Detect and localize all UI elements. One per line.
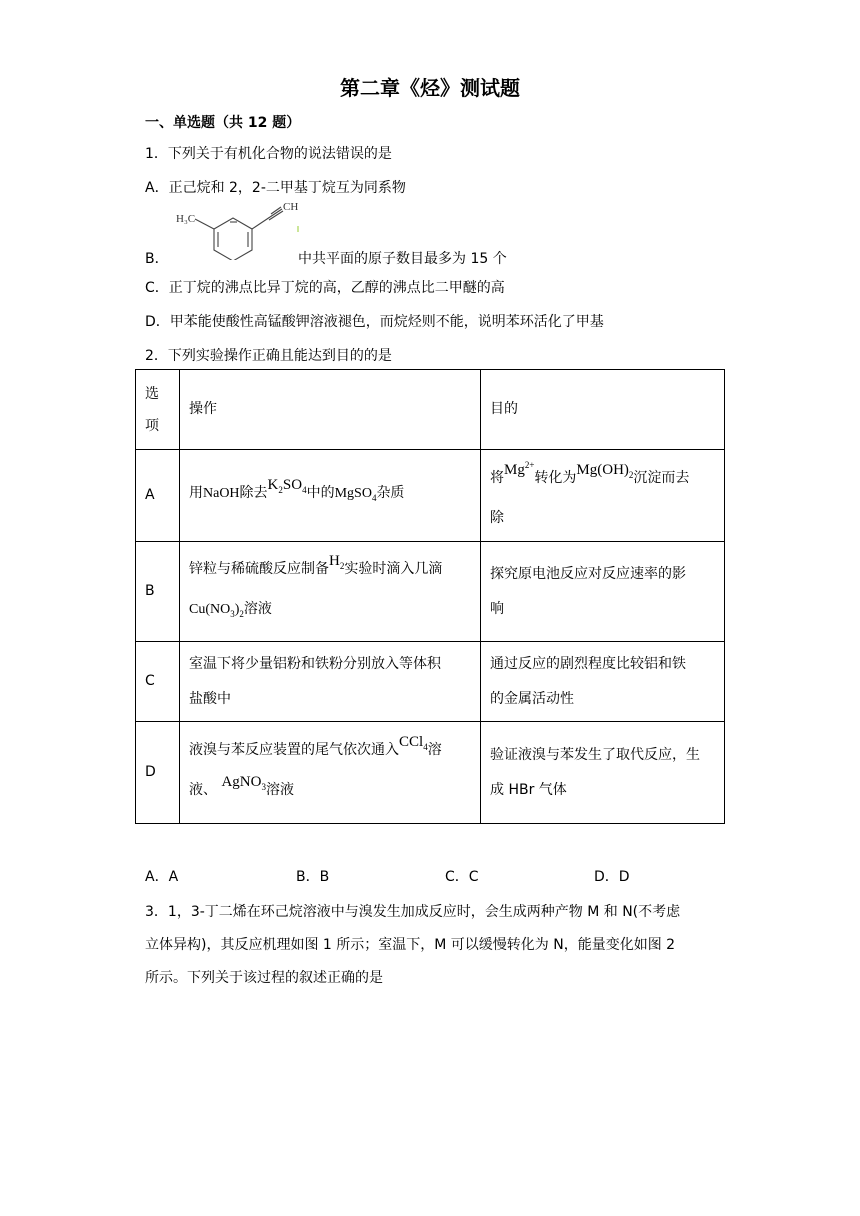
m-methylphenylacetylene-structure [170, 196, 310, 260]
table-row [136, 722, 725, 824]
q2-choice-a: A．A [145, 869, 179, 885]
q3-stem-line-1: 3．1，3-丁二烯在环己烷溶液中与溴发生加成反应时，会生成两种产物 M 和 N(不考虑 [145, 904, 681, 920]
q1-stem: 1．下列关于有机化合物的说法错误的是 [145, 146, 392, 162]
q1-option-b-text: 中共平面的原子数目最多为 15 个 [298, 251, 507, 267]
header-operation: 操作 [180, 370, 481, 450]
row-a-label: A [136, 450, 180, 542]
row-d-goal: 验证液溴与苯发生了取代反应，生 成 HBr 气体 [481, 722, 725, 824]
header-goal: 目的 [481, 370, 725, 450]
experiment-table [135, 369, 725, 824]
row-c-goal: 通过反应的剧烈程度比较铝和铁 的金属活动性 [481, 642, 725, 722]
row-c-operation: 室温下将少量铝粉和铁粉分别放入等体积 盐酸中 [180, 642, 481, 722]
row-c-label: C [136, 642, 180, 722]
section-heading: 一、单选题（共 12 题） [145, 115, 301, 131]
row-d-operation: 液溴与苯反应装置的尾气依次通入CCl$_4$溶 液、 AgNO$_3$溶液 [180, 722, 481, 824]
table-row [136, 642, 725, 722]
q1-option-d: D．甲苯能使酸性高锰酸钾溶液褪色，而烷烃则不能，说明苯环活化了甲基 [145, 314, 604, 330]
header-option: 选项 [136, 370, 180, 450]
row-a-goal: 将$Mg^{2+}$转化为$Mg(OH)_2$沉淀而去 除 [481, 450, 725, 542]
q3-stem-line-2: 立体异构)，其反应机理如图 1 所示；室温下，M 可以缓慢转化为 N，能量变化如图 2 [145, 937, 676, 953]
row-d-label: D [136, 722, 180, 824]
q2-choice-b: B．B [296, 869, 330, 885]
q2-choice-d: D．D [594, 869, 630, 885]
row-b-operation: 锌粒与稀硫酸反应制备$H_2$实验时滴入几滴 $Cu(NO_3)_2$溶液 [180, 542, 481, 642]
page-title: 第二章《烃》测试题 [340, 76, 520, 100]
q3-stem-line-3: 所示。下列关于该过程的叙述正确的是 [145, 970, 383, 986]
table-row [136, 450, 725, 542]
q2-choice-c: C．C [445, 869, 479, 885]
svg-text:CH: CH [283, 201, 299, 213]
q1-option-a: A．正己烷和 2，2-二甲基丁烷互为同系物 [145, 180, 406, 196]
table-header-row [136, 370, 725, 450]
table-row [136, 542, 725, 642]
q1-option-c: C．正丁烷的沸点比异丁烷的高，乙醇的沸点比二甲醚的高 [145, 280, 505, 296]
row-a-operation: 用NaOH除去$K_2SO_4$中的MgSO$_4$杂质 [180, 450, 481, 542]
q1-option-b [145, 248, 507, 268]
q2-stem: 2．下列实验操作正确且能达到目的的是 [145, 348, 392, 364]
row-b-label: B [136, 542, 180, 642]
row-b-goal: 探究原电池反应对反应速率的影 响 [481, 542, 725, 642]
q1-option-b-prefix: B． [145, 251, 169, 267]
structure-methyl-label: H₃C [176, 213, 196, 225]
